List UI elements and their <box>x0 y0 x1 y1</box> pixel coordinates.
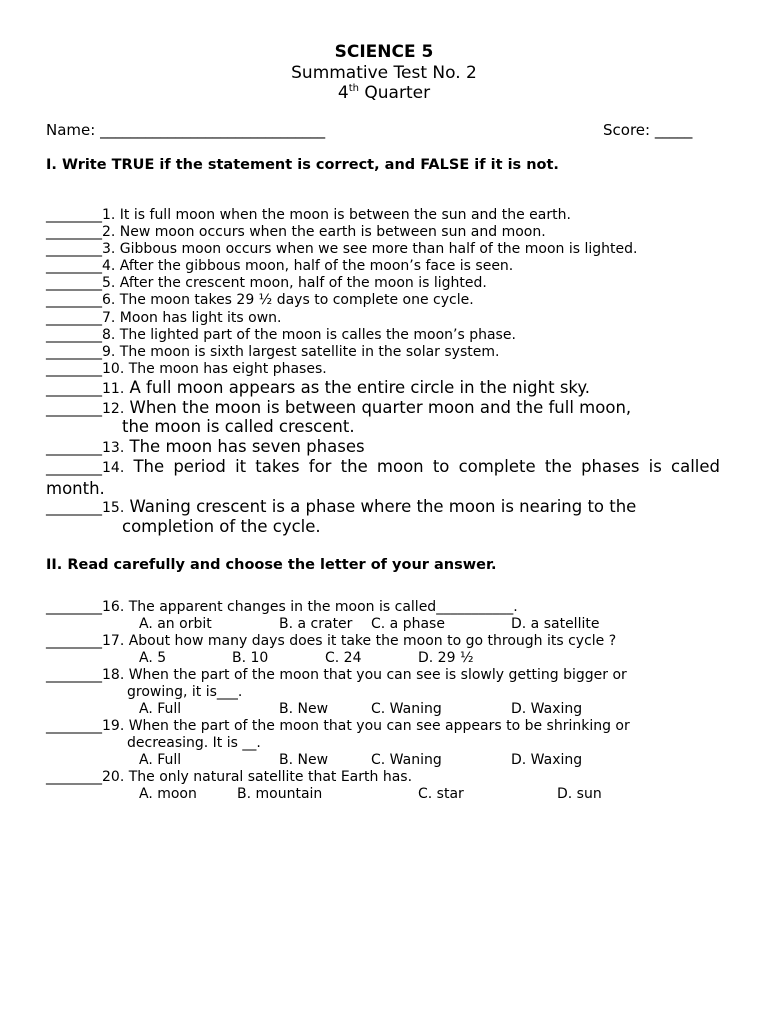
answer-blank: ________ <box>46 241 102 257</box>
quarter-number: 4 <box>337 83 349 103</box>
quarter-word: Quarter <box>364 83 431 103</box>
option-a: A. Full <box>139 752 182 768</box>
question-18-continuation: growing, it is___. <box>127 684 243 700</box>
tf-item-7 <box>46 310 281 326</box>
mc-question-17 <box>46 633 616 649</box>
quarter-label <box>0 83 768 103</box>
quarter-superscript: th <box>348 83 359 94</box>
tf-item-9 <box>46 344 499 360</box>
tf-item-15 <box>46 497 720 519</box>
option-d: D. Waxing <box>511 752 583 768</box>
item-number: 12. <box>102 401 125 417</box>
item-number: 15. <box>102 500 125 516</box>
tf-item-14 <box>46 457 720 498</box>
answer-blank: ________ <box>46 381 102 397</box>
question-text: 16. The apparent changes in the moon is called___________. <box>102 599 518 615</box>
item-text: The moon has seven phases <box>124 437 365 456</box>
option-c: C. star <box>418 786 464 802</box>
question-text: 19. When the part of the moon that you can see appears to be shrinking or <box>102 718 630 734</box>
tf-item-13 <box>46 437 365 456</box>
question-text: 18. When the part of the moon that you can see is slowly getting bigger or <box>102 667 627 683</box>
answer-blank: ________ <box>46 327 102 343</box>
answer-blank: ________ <box>46 207 102 223</box>
tf-item-11 <box>46 378 590 397</box>
option-c: C. Waning <box>371 752 442 768</box>
mc-question-18 <box>46 667 627 683</box>
answer-blank: ________ <box>46 292 102 308</box>
option-a: A. an orbit <box>139 616 212 632</box>
option-d: D. 29 ½ <box>418 650 474 666</box>
answer-blank: ________ <box>46 460 102 476</box>
option-c: C. Waning <box>371 701 442 717</box>
item-text: 3. Gibbous moon occurs when we see more than half of the moon is lighted. <box>102 241 638 257</box>
mc-question-19 <box>46 718 630 734</box>
tf-item-3 <box>46 241 637 257</box>
question-text: 17. About how many days does it take the moon to go through its cycle ? <box>102 633 617 649</box>
answer-blank: ________ <box>46 769 102 785</box>
test-subtitle: Summative Test No. 2 <box>291 63 477 83</box>
tf-item-4 <box>46 258 513 274</box>
item-text: A full moon appears as the entire circle in the night sky. <box>124 378 591 397</box>
answer-blank: ________ <box>46 224 102 240</box>
option-a: A. moon <box>139 786 197 802</box>
item-number: 13. <box>102 440 125 456</box>
score-field: Score: _____ <box>603 121 693 139</box>
option-d: D. Waxing <box>511 701 583 717</box>
section-2-heading: II. Read carefully and choose the letter of your answer. <box>46 557 497 573</box>
answer-blank: ________ <box>46 667 102 683</box>
item-number: 11. <box>102 381 125 397</box>
option-d: D. a satellite <box>511 616 600 632</box>
item-text: Waning crescent is a phase where the moon is nearing to the <box>124 497 637 516</box>
answer-blank: ________ <box>46 275 102 291</box>
test-title: SCIENCE 5 <box>334 42 434 62</box>
option-d: D. sun <box>557 786 602 802</box>
tf-item-6 <box>46 292 474 308</box>
item-text: 7. Moon has light its own. <box>102 310 282 326</box>
answer-blank: ________ <box>46 258 102 274</box>
option-c: C. 24 <box>325 650 362 666</box>
answer-blank: ________ <box>46 440 102 456</box>
answer-blank: ________ <box>46 599 102 615</box>
question-19-continuation: decreasing. It is __. <box>127 735 261 751</box>
answer-blank: ________ <box>46 718 102 734</box>
option-a: A. 5 <box>139 650 167 666</box>
item-text: 8. The lighted part of the moon is calles the moon’s phase. <box>102 327 516 343</box>
item-text: 4. After the gibbous moon, half of the moon’s face is seen. <box>102 258 514 274</box>
tf-item-8 <box>46 327 516 343</box>
tf-item-2 <box>46 224 546 240</box>
mc-question-20 <box>46 769 412 785</box>
tf-item-1 <box>46 207 571 223</box>
item-number: 14. <box>102 460 125 476</box>
item-text: 1. It is full moon when the moon is between the sun and the earth. <box>102 207 571 223</box>
answer-blank: ________ <box>46 344 102 360</box>
item-text: 9. The moon is sixth largest satellite in the solar system. <box>102 344 500 360</box>
tf-item-10 <box>46 361 327 377</box>
item-text: The period it takes for the moon to complete the phases is called month. <box>46 457 720 498</box>
option-a: A. Full <box>139 701 182 717</box>
item-text: 5. After the crescent moon, half of the moon is lighted. <box>102 275 487 291</box>
section-1-heading: I. Write TRUE if the statement is correct, and FALSE if it is not. <box>46 157 559 173</box>
item-text: 10. The moon has eight phases. <box>102 361 327 377</box>
option-b: B. New <box>279 701 329 717</box>
item-text: 6. The moon takes 29 ½ days to complete one cycle. <box>102 292 474 308</box>
item-text: When the moon is between quarter moon and the full moon, <box>124 398 632 417</box>
option-b: B. 10 <box>232 650 269 666</box>
option-b: B. mountain <box>237 786 323 802</box>
name-field: Name: ______________________________ <box>46 121 326 139</box>
answer-blank: ________ <box>46 361 102 377</box>
tf-item-5 <box>46 275 487 291</box>
item-text: 2. New moon occurs when the earth is between sun and moon. <box>102 224 546 240</box>
option-b: B. a crater <box>279 616 353 632</box>
option-c: C. a phase <box>371 616 445 632</box>
answer-blank: ________ <box>46 310 102 326</box>
tf-item-15-continuation: completion of the cycle. <box>122 517 321 536</box>
option-b: B. New <box>279 752 329 768</box>
answer-blank: ________ <box>46 500 102 516</box>
question-text: 20. The only natural satellite that Earth has. <box>102 769 413 785</box>
answer-blank: ________ <box>46 633 102 649</box>
answer-blank: ________ <box>46 401 102 417</box>
tf-item-12-continuation: the moon is called crescent. <box>122 417 355 436</box>
mc-question-16 <box>46 599 518 615</box>
